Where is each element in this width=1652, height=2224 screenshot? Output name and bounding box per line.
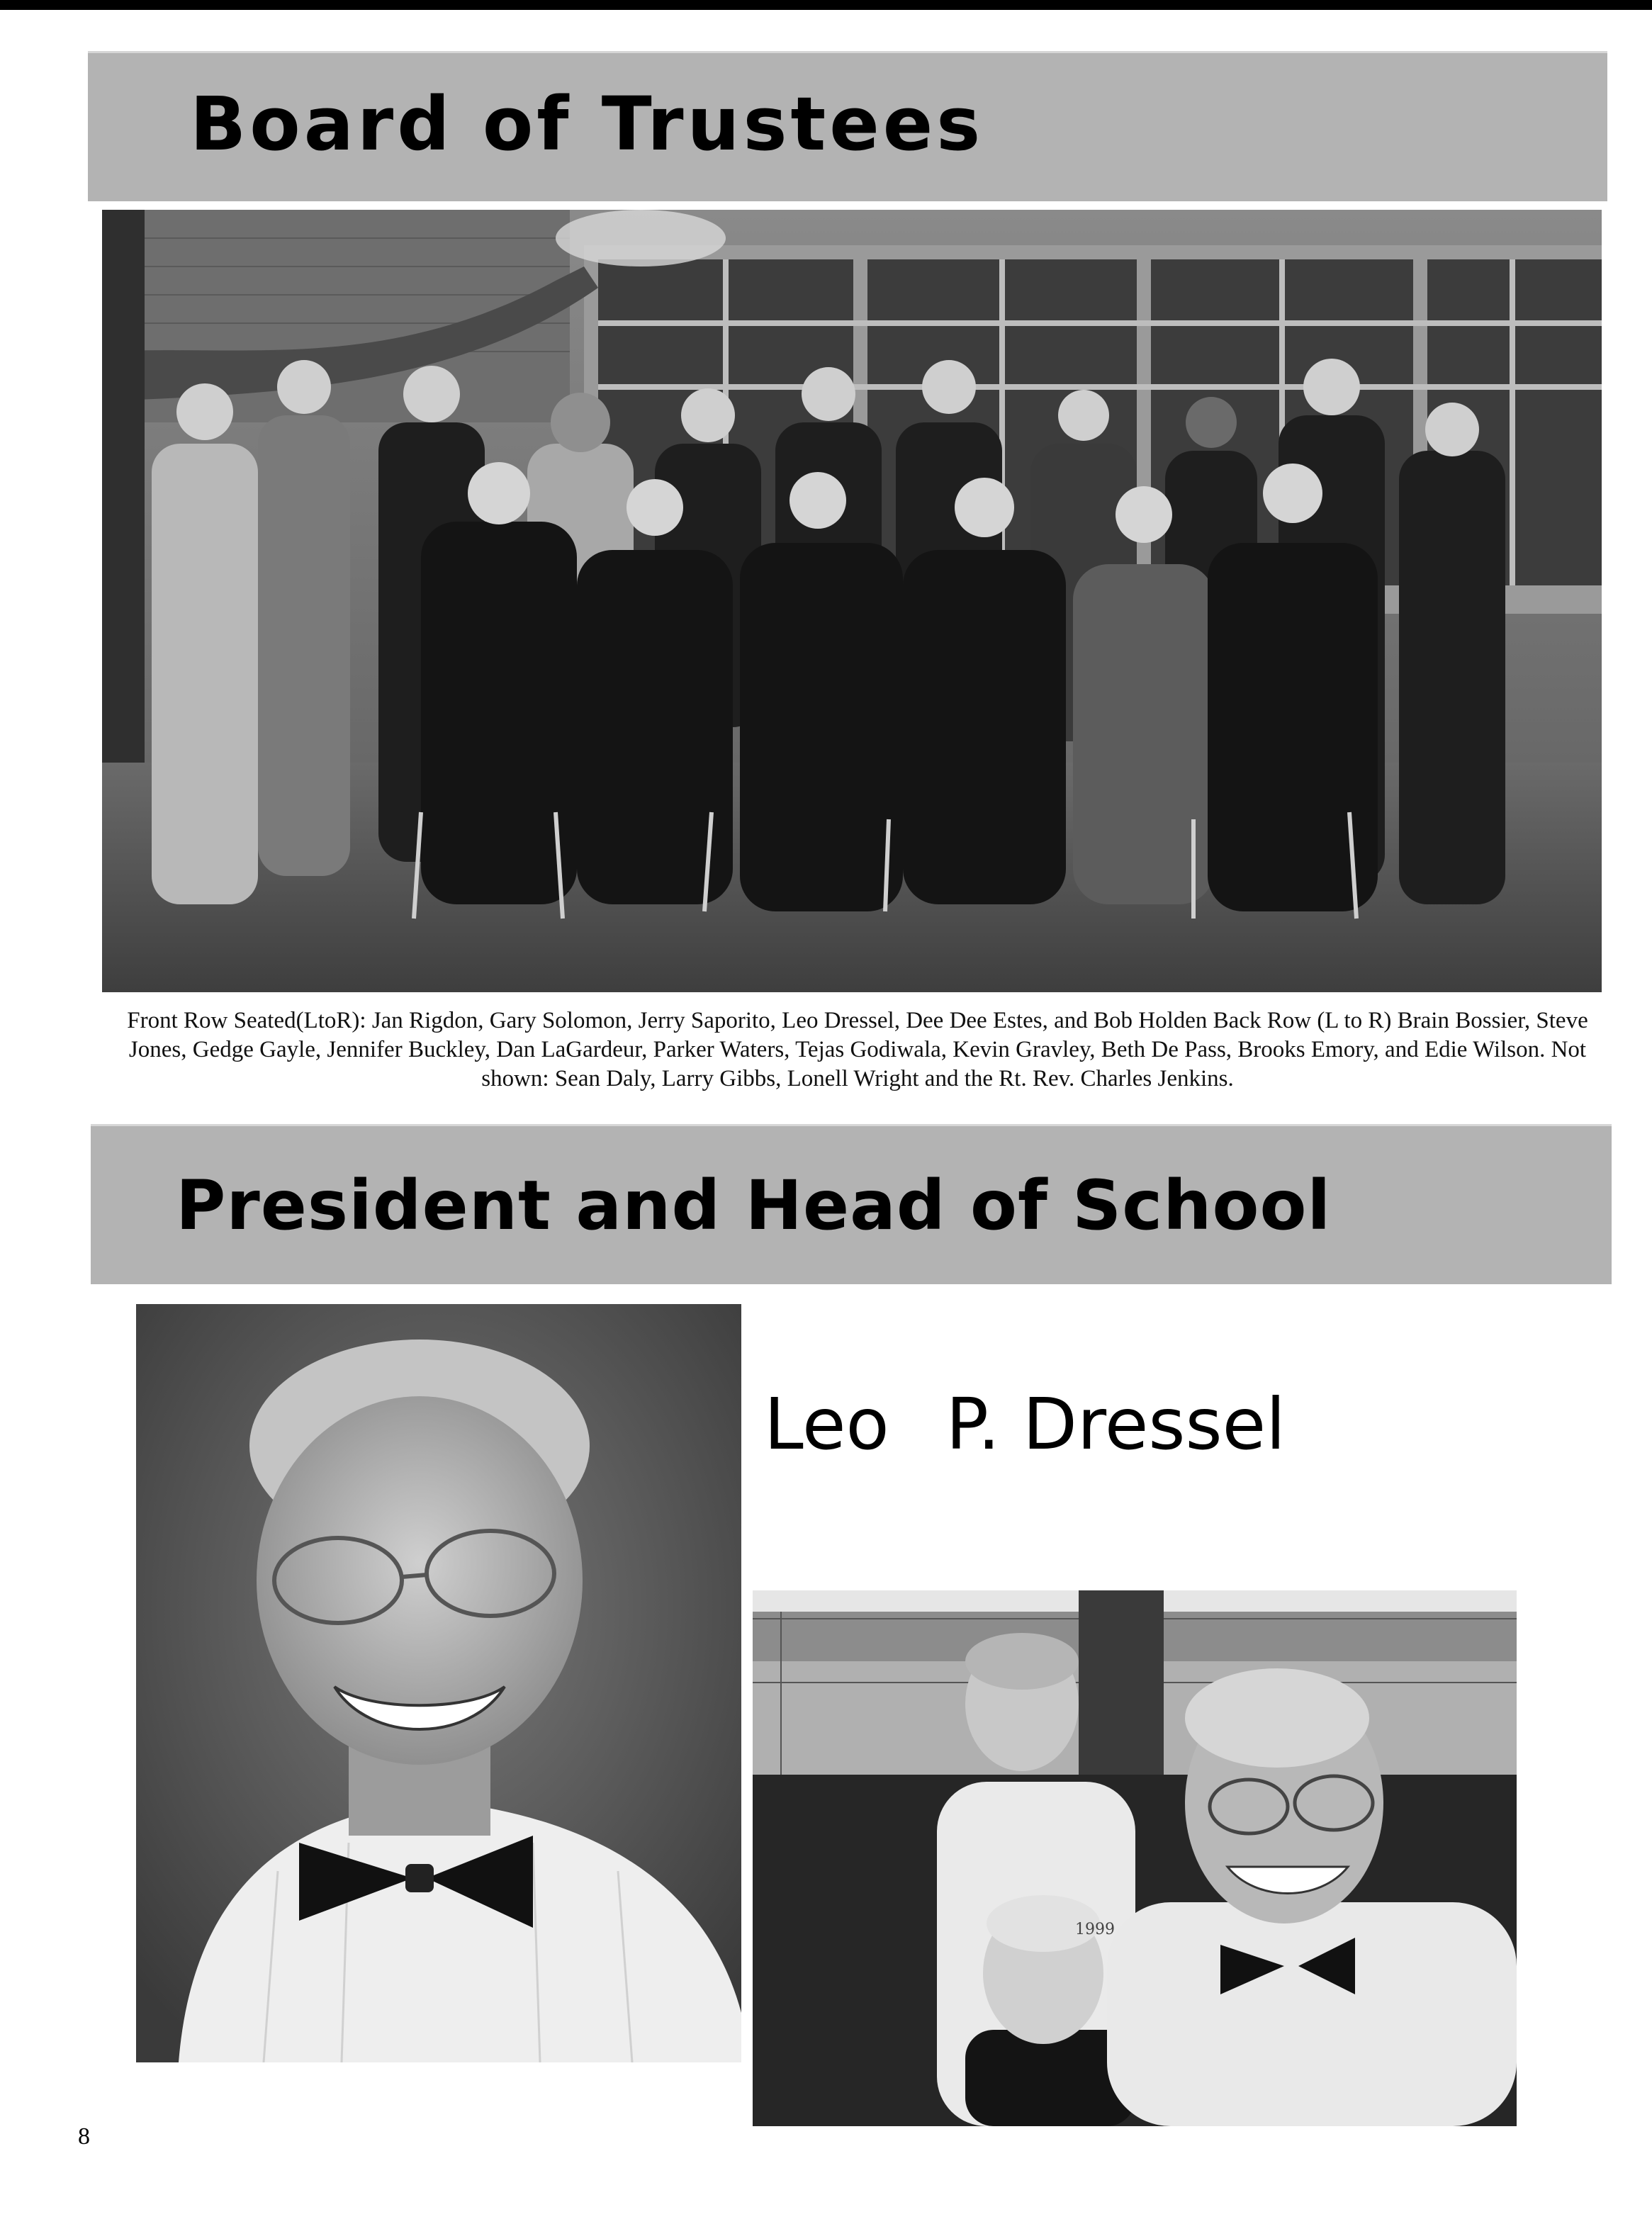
president-portrait-photo — [136, 1304, 741, 2062]
board-group-photo — [102, 210, 1602, 992]
board-of-trustees-banner — [88, 51, 1607, 201]
president-first-name: Leo — [764, 1383, 889, 1466]
shirt-year-text: 1999 — [1075, 1921, 1115, 1938]
president-with-children-photo — [753, 1590, 1517, 2126]
president-title: President and Head of School — [176, 1166, 1332, 1245]
page-number: 8 — [78, 2123, 90, 2150]
president-last-name: P. Dressel — [945, 1383, 1286, 1466]
page-top-edge — [0, 0, 1652, 10]
board-of-trustees-title: Board of Trustees — [190, 81, 984, 167]
president-banner — [91, 1124, 1612, 1284]
board-photo-caption: Front Row Seated(LtoR): Jan Rigdon, Gary Solomon, Jerry Saporito, Leo Dressel, Dee Dee Estes, and Bob Holden Back Row (L to R) Brain Bossier, Steve Jones, Gedge Gayle, Jennifer Buckley, Dan LaGardeur, Parker Waters, Tejas Godiwala, Kevin Gravley, Beth De Pass, Brooks Emory, and Edie Wilson. Not shown: Sean Daly, Larry Gibbs, Lonell Wright and the Rt. Rev. Charles Jenkins. — [127, 1008, 1588, 1091]
president-name-heading — [764, 1383, 1286, 1466]
